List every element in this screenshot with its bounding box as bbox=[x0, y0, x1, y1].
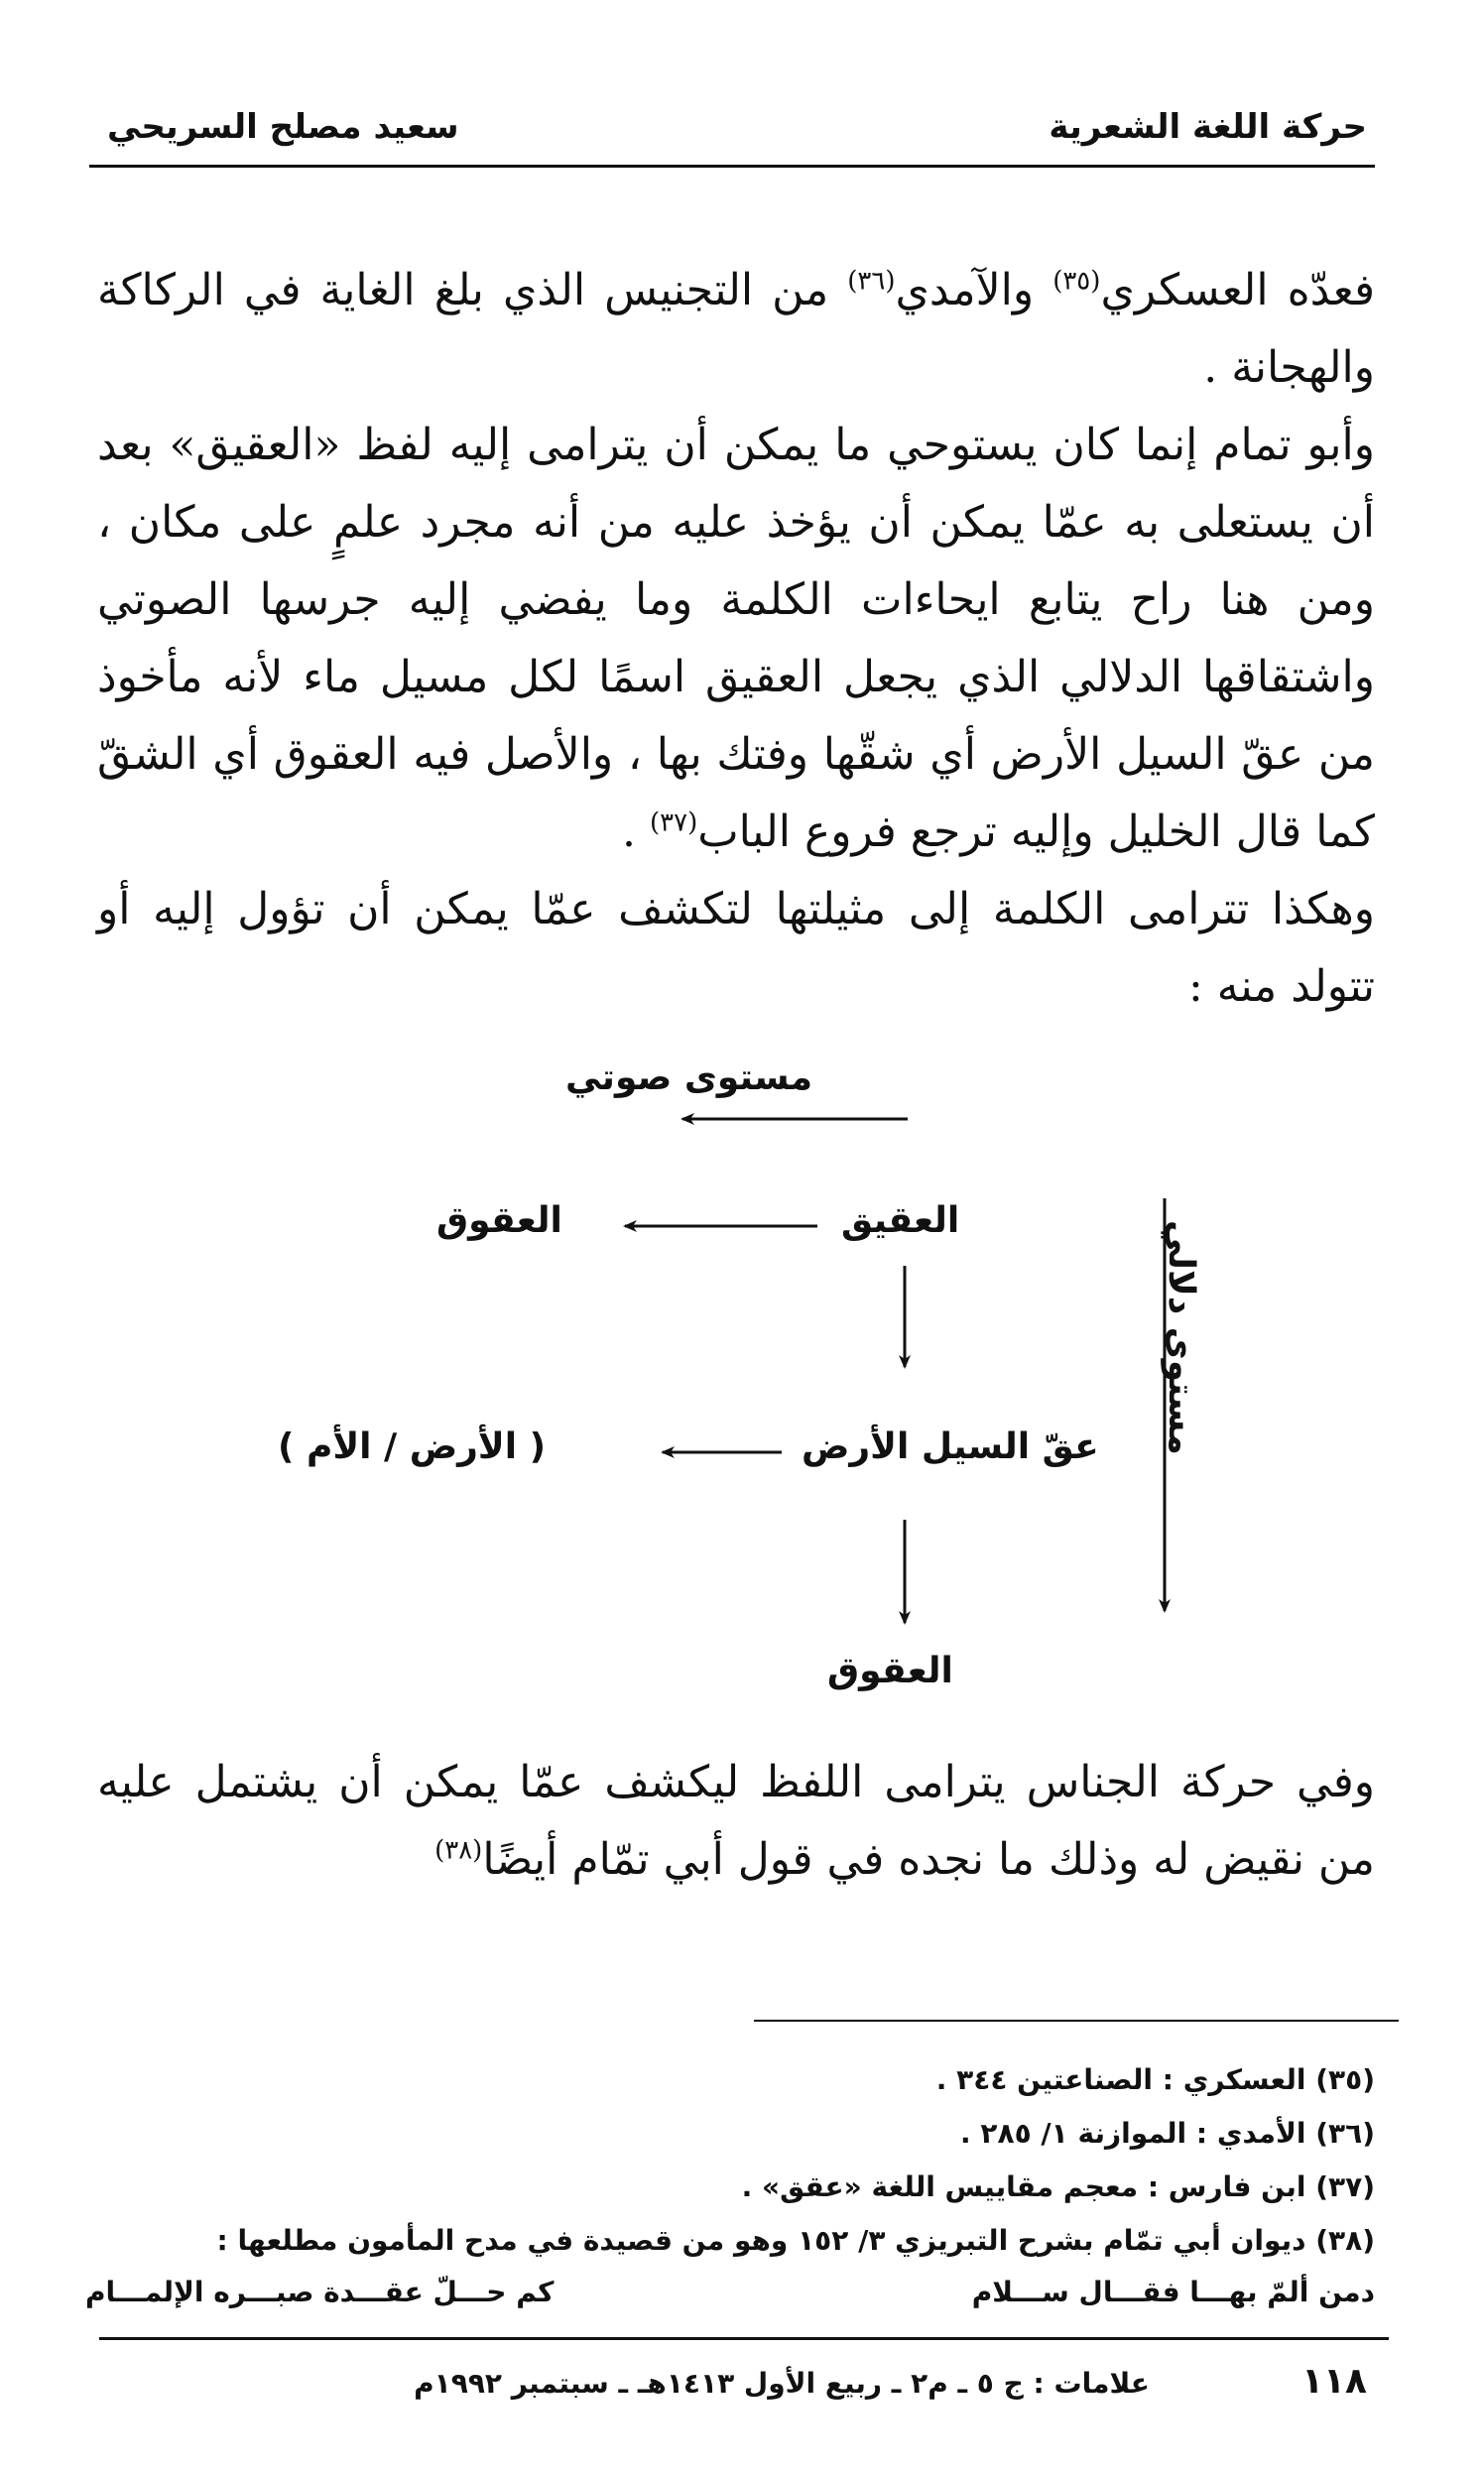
footnote-ref-36[interactable]: (٣٦) bbox=[847, 266, 896, 297]
footnote-38-verse bbox=[85, 2276, 1375, 2308]
diagram-node-aqq-sayl: عقّ السيل الأرض bbox=[802, 1426, 1099, 1467]
running-author: سعيد مصلح السريحي bbox=[107, 107, 459, 147]
paragraph-2-end: . bbox=[622, 806, 650, 857]
page-number: ١١٨ bbox=[1301, 2361, 1367, 2402]
header-rule bbox=[89, 165, 1375, 168]
diagram-semantic-level-label: مستوى دلالي bbox=[1161, 1220, 1201, 1455]
diagram-phonetic-level-label: مستوى صوتي bbox=[565, 1057, 813, 1098]
footnote-36: (٣٦) الأمدي : الموازنة ١/ ٢٨٥ . bbox=[960, 2117, 1375, 2150]
diagram-node-ard-umm: ( الأرض / الأم ) bbox=[278, 1426, 547, 1467]
paragraph-2-text: وأبو تمام إنما كان يستوحي ما يمكن أن يترامى إليه لفظ «العقيق» بعد أن يستعلى به عمّا يمكن أن يؤخذ عليه من أنه مجرد علمٍ على مكان ، ومن هنا راح يتابع ايحاءات الكلمة وما يفضي إليه جرسها الصوتي واشتقاقها الدلالي الذي يجعل العقيق اسمًا لكل مسيل ماء لأنه مأخوذ من عقّ السيل الأرض أي شقّها وفتك بها ، والأصل فيه العقوق أي الشقّ كما قال الخليل وإليه ترجع فروع الباب bbox=[97, 420, 1375, 857]
paragraph-4 bbox=[97, 1744, 1375, 1899]
diagram-node-aqiq: العقيق bbox=[841, 1200, 960, 1241]
verse-first-hemistich: دمن ألمّ بهـــا فقـــال ســـلام bbox=[971, 2276, 1375, 2308]
footer-rule bbox=[99, 2337, 1389, 2340]
running-title: حركة اللغة الشعرية bbox=[1049, 107, 1367, 147]
footnote-ref-35[interactable]: (٣٥) bbox=[1052, 266, 1101, 297]
footnote-ref-37[interactable]: (٣٧) bbox=[649, 807, 698, 838]
diagram-node-uquq-bottom: العقوق bbox=[827, 1651, 953, 1691]
paragraph-4-text: وفي حركة الجناس يترامى اللفظ ليكشف عمّا يمكن أن يشتمل عليه من نقيض له وذلك ما نجده في قول أبي تمّام أيضًا bbox=[97, 1757, 1375, 1885]
footnote-rule bbox=[754, 2020, 1399, 2022]
paragraph-1 bbox=[97, 252, 1375, 407]
verse-second-hemistich: كم حـــلّ عقـــدة صبـــره الإلمـــام bbox=[85, 2276, 555, 2308]
paragraph-1-text-b: والآمدي bbox=[895, 265, 1053, 315]
paragraph-1-text-a: فعدّه العسكري bbox=[1100, 265, 1375, 315]
diagram-node-uquq-top: العقوق bbox=[436, 1200, 562, 1241]
footnote-38: (٣٨) ديوان أبي تمّام بشرح التبريزي ٣/ ١٥٢ وهو من قصيدة في مدح المأمون مطلعها : bbox=[216, 2224, 1375, 2257]
paragraph-2 bbox=[97, 407, 1375, 871]
paragraph-1-text-c: من التجنيس الذي بلغ الغاية في الركاكة والهجانة . bbox=[97, 265, 1375, 393]
paragraph-3: وهكذا تترامى الكلمة إلى مثيلتها لتكشف عمّا يمكن أن تؤول إليه أو تتولد منه : bbox=[97, 884, 1375, 1012]
footnote-ref-38[interactable]: (٣٨) bbox=[434, 1835, 483, 1866]
footnote-37: (٣٧) ابن فارس : معجم مقاييس اللغة «عقق» . bbox=[741, 2170, 1375, 2203]
footnote-35: (٣٥) العسكري : الصناعتين ٣٤٤ . bbox=[935, 2063, 1375, 2096]
journal-info: علامات : ج ٥ ـ م٢ ـ ربيع الأول ١٤١٣هـ ـ سبتمبر ١٩٩٢م bbox=[414, 2367, 1150, 2400]
